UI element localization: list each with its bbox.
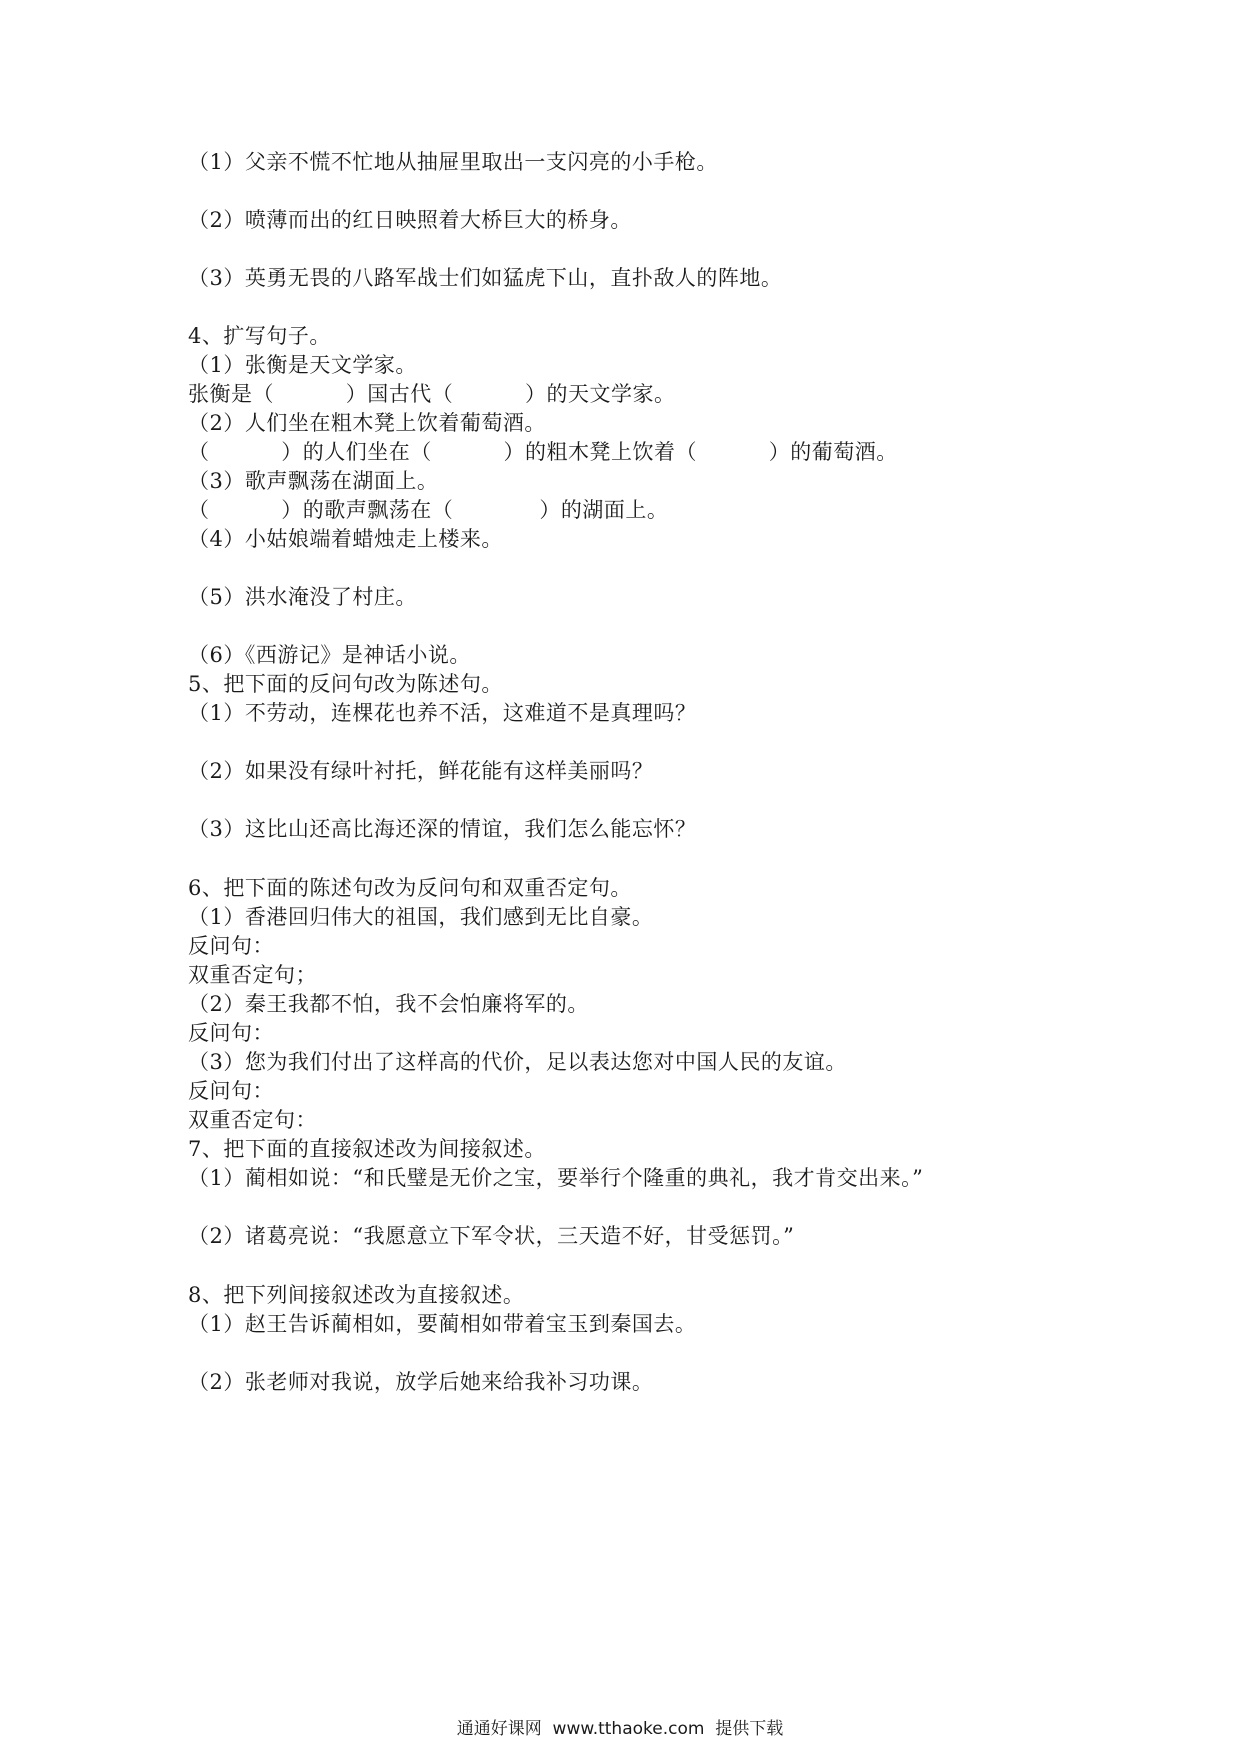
section-5-heading: 5、把下面的反问句改为陈述句。 (188, 672, 503, 696)
direct-speech-item-2: （2）诸葛亮说：“我愿意立下军令状，三天造不好，甘受惩罚。” (188, 1224, 795, 1248)
section-8-heading: 8、把下列间接叙述改为直接叙述。 (188, 1283, 525, 1307)
statement-item-3: （3）您为我们付出了这样高的代价，足以表达您对中国人民的友谊。 (188, 1050, 847, 1074)
page-footer: 通通好课网 www.tthaoke.com 提供下载 (456, 1719, 784, 1739)
rhetorical-item-1: （1）不劳动，连棵花也养不活，这难道不是真理吗？ (188, 701, 697, 725)
expand-item-1-blanks: 张衡是（ ）国古代（ ）的天文学家。 (188, 382, 676, 406)
indirect-speech-item-2: （2）张老师对我说，放学后她来给我补习功课。 (188, 1370, 654, 1394)
statement-item-1: （1）香港回归伟大的祖国，我们感到无比自豪。 (188, 905, 654, 929)
expand-item-3: （3）歌声飘荡在湖面上。 (188, 469, 439, 493)
expand-item-6: （6）《西游记》是神话小说。 (188, 643, 471, 667)
rhetorical-item-3: （3）这比山还高比海还深的情谊，我们怎么能忘怀？ (188, 817, 697, 841)
expand-item-2: （2）人们坐在粗木凳上饮着葡萄酒。 (188, 411, 546, 435)
double-negative-label-1: 双重否定句； (188, 963, 317, 987)
rhetorical-label-3: 反问句： (188, 1079, 274, 1103)
direct-speech-item-1: （1）蔺相如说：“和氏璧是无价之宝，要举行个隆重的典礼，我才肯交出来。” (188, 1166, 924, 1190)
expand-item-1: （1）张衡是天文学家。 (188, 353, 417, 377)
expand-item-5: （5）洪水淹没了村庄。 (188, 585, 417, 609)
sentence-2: （2）喷薄而出的红日映照着大桥巨大的桥身。 (188, 208, 632, 232)
sentence-1: （1）父亲不慌不忙地从抽屉里取出一支闪亮的小手枪。 (188, 150, 718, 174)
statement-item-2: （2）秦王我都不怕，我不会怕廉将军的。 (188, 992, 589, 1016)
rhetorical-label-2: 反问句： (188, 1021, 274, 1045)
rhetorical-item-2: （2）如果没有绿叶衬托，鲜花能有这样美丽吗？ (188, 759, 654, 783)
sentence-3: （3）英勇无畏的八路军战士们如猛虎下山，直扑敌人的阵地。 (188, 266, 783, 290)
rhetorical-label-1: 反问句： (188, 934, 274, 958)
section-7-heading: 7、把下面的直接叙述改为间接叙述。 (188, 1137, 546, 1161)
section-6-heading: 6、把下面的陈述句改为反问句和双重否定句。 (188, 876, 632, 900)
double-negative-label-3: 双重否定句： (188, 1108, 317, 1132)
expand-item-4: （4）小姑娘端着蜡烛走上楼来。 (188, 527, 503, 551)
section-4-heading: 4、扩写句子。 (188, 324, 331, 348)
indirect-speech-item-1: （1）赵王告诉蔺相如，要蔺相如带着宝玉到秦国去。 (188, 1312, 697, 1336)
expand-item-3-blanks: （ ）的歌声飘荡在（ ）的湖面上。 (188, 498, 669, 522)
expand-item-2-blanks: （ ）的人们坐在（ ）的粗木凳上饮着（ ）的葡萄酒。 (188, 440, 898, 464)
